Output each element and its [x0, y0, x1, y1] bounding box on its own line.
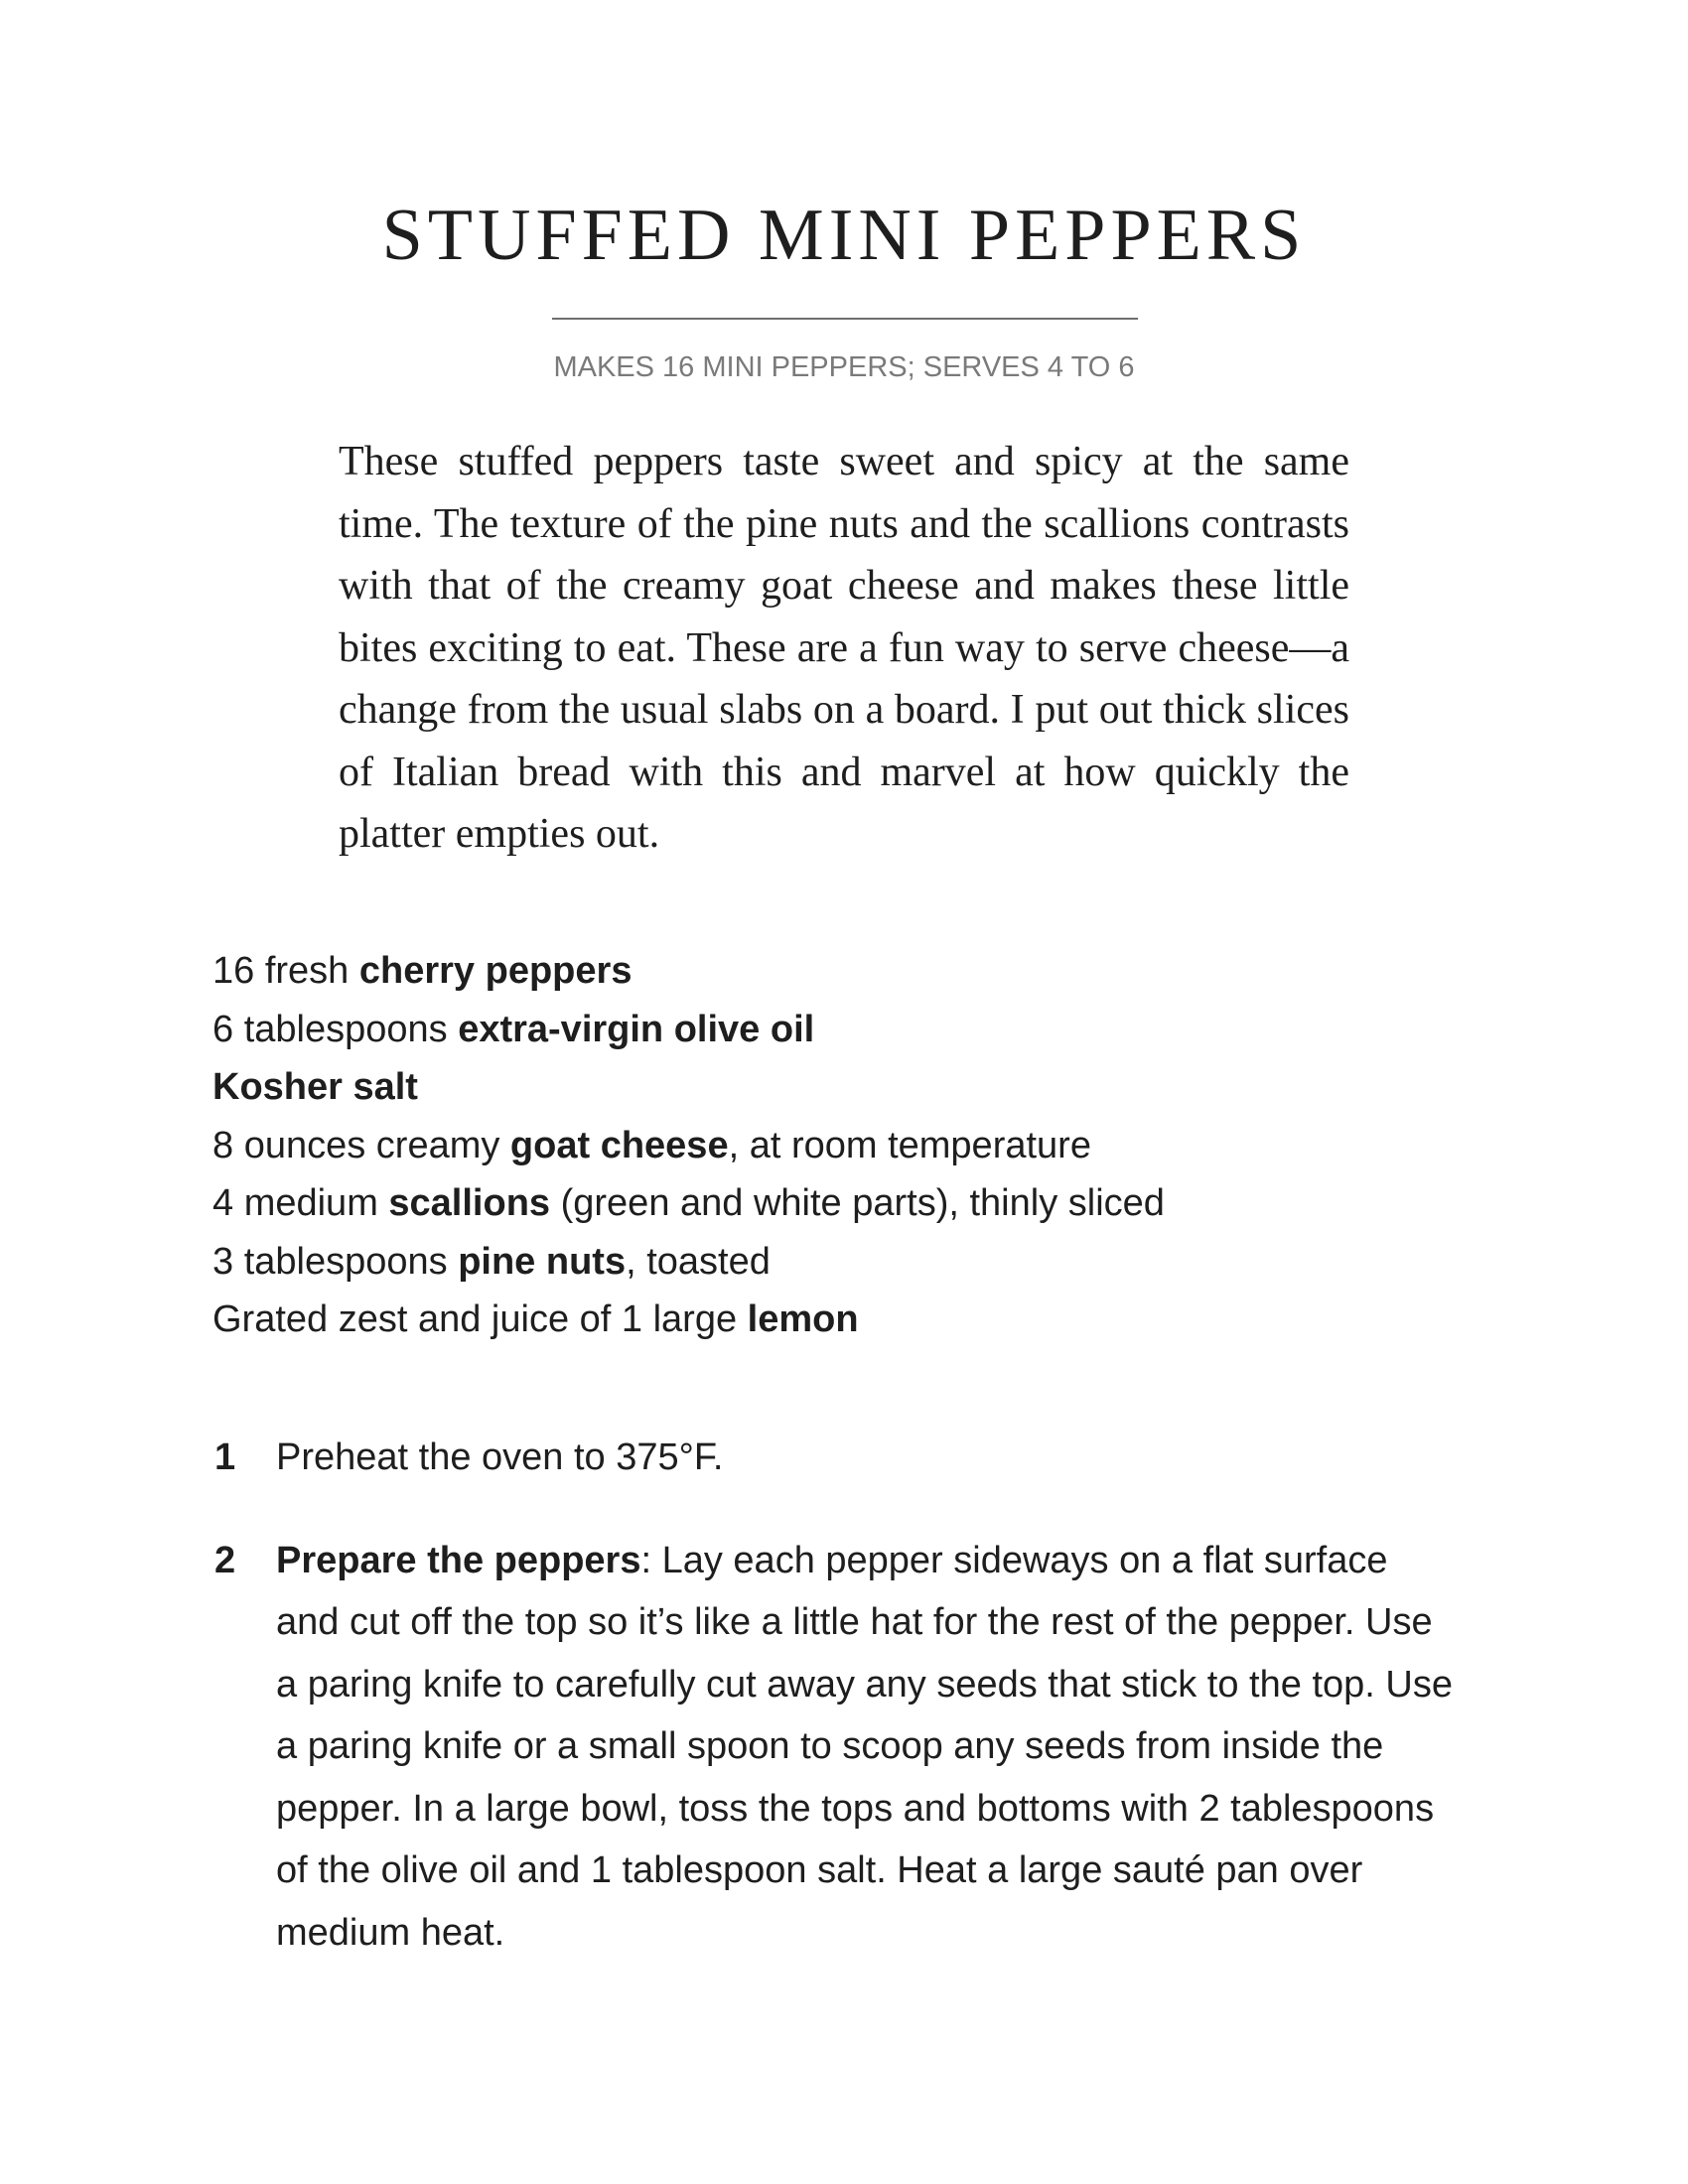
ingredient-item — [212, 1058, 1503, 1117]
step-number: 1 — [214, 1436, 236, 1478]
step-body — [276, 1427, 1454, 1489]
step-text: : Lay each pepper sideways on a flat surface and cut off the top so it’s like a little hat for the rest of the pepper. Use a paring knife to carefully cut away any seeds that stick to the top. Use a paring knife or a small spoon to scoop any seeds from inside the pepper. In a large bowl, toss the tops and bottoms with 2 tablespoons of the olive oil and 1 tablespoon salt. Heat a large sauté pan over medium heat. — [276, 1539, 1453, 1954]
ingredient-note: (green and white parts), thinly sliced — [550, 1182, 1165, 1224]
ingredient-item — [212, 1233, 1503, 1292]
ingredient-name: pine nuts — [458, 1240, 627, 1283]
step-lead: Prepare the peppers — [276, 1539, 641, 1581]
ingredient-item — [212, 942, 1503, 1001]
ingredient-note: , at room temperature — [728, 1124, 1091, 1166]
ingredient-name: extra-virgin olive oil — [458, 1008, 815, 1050]
title-divider — [552, 318, 1138, 320]
ingredient-name: scallions — [388, 1182, 551, 1224]
ingredient-item — [212, 1117, 1503, 1175]
recipe-yield: MAKES 16 MINI PEPPERS; SERVES 4 TO 6 — [553, 351, 1135, 383]
ingredient-item — [212, 1001, 1503, 1059]
ingredient-quantity: 4 medium — [212, 1182, 389, 1224]
ingredient-quantity: 16 fresh — [212, 950, 359, 992]
method-steps — [212, 1427, 1454, 1964]
ingredient-note: , toasted — [626, 1240, 771, 1283]
ingredient-name: cherry peppers — [358, 950, 633, 992]
step-body — [276, 1530, 1454, 1965]
step-text: Preheat the oven to 375°F. — [276, 1436, 724, 1478]
ingredient-item — [212, 1291, 1503, 1349]
ingredient-quantity: 6 tablespoons — [212, 1008, 459, 1050]
ingredient-quantity: 8 ounces creamy — [212, 1124, 510, 1166]
ingredient-quantity: 3 tablespoons — [212, 1240, 459, 1283]
ingredient-name: goat cheese — [509, 1124, 729, 1166]
ingredient-name: lemon — [747, 1298, 859, 1340]
ingredient-list — [212, 942, 1503, 1349]
recipe-intro: These stuffed peppers taste sweet and spicy at the same time. The texture of the pine nuts and the scallions contrasts with that of the creamy goat cheese and makes these little bites exciting to eat. These are a fun way to serve cheese—a change from the usual slabs on a board. I put out thick slices of Italian bread with this and marvel at how quickly the platter empties out. — [339, 439, 1349, 857]
recipe-title: STUFFED MINI PEPPERS — [381, 195, 1307, 276]
step-number: 2 — [214, 1539, 236, 1581]
ingredient-quantity: Grated zest and juice of 1 large — [212, 1298, 748, 1340]
method-step — [212, 1427, 1454, 1489]
ingredient-item — [212, 1174, 1503, 1233]
ingredient-name: Kosher salt — [212, 1066, 418, 1108]
method-step — [212, 1530, 1454, 1965]
